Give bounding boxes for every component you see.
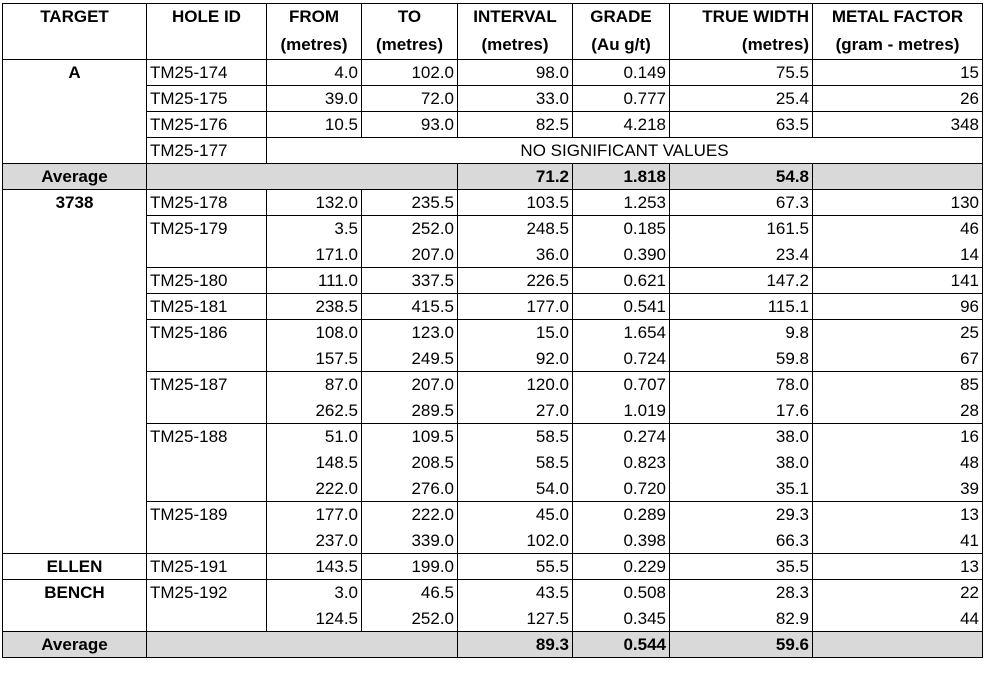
header-true-width-unit: (metres) xyxy=(670,32,813,60)
table-row-no-values xyxy=(3,138,983,164)
interval-cell: 226.5 xyxy=(458,268,573,294)
from-cell: 237.0 xyxy=(267,528,362,554)
metal-factor-cell: 141 xyxy=(813,268,983,294)
target-cell xyxy=(3,528,147,554)
target-cell: A xyxy=(3,60,147,86)
true-width-cell: 35.1 xyxy=(670,476,813,502)
interval-cell: 127.5 xyxy=(458,606,573,632)
to-cell: 199.0 xyxy=(362,554,458,580)
interval-cell: 36.0 xyxy=(458,242,573,268)
table-row xyxy=(3,346,983,372)
true-width-cell: 115.1 xyxy=(670,294,813,320)
grade-cell: 0.390 xyxy=(573,242,670,268)
average-metal-factor xyxy=(813,164,983,190)
grade-cell: 0.274 xyxy=(573,424,670,450)
header-interval-unit: (metres) xyxy=(458,32,573,60)
header-interval: INTERVAL xyxy=(458,4,573,32)
grade-cell: 0.229 xyxy=(573,554,670,580)
true-width-cell: 29.3 xyxy=(670,502,813,528)
average-metal-factor xyxy=(813,632,983,658)
from-cell: 39.0 xyxy=(267,86,362,112)
grade-cell: 0.621 xyxy=(573,268,670,294)
grade-cell: 0.541 xyxy=(573,294,670,320)
metal-factor-cell: 14 xyxy=(813,242,983,268)
hole-id-cell: TM25-191 xyxy=(147,554,267,580)
header-row-titles xyxy=(3,4,983,32)
metal-factor-cell: 13 xyxy=(813,502,983,528)
metal-factor-cell: 130 xyxy=(813,190,983,216)
to-cell: 415.5 xyxy=(362,294,458,320)
target-cell: ELLEN xyxy=(3,554,147,580)
from-cell: 10.5 xyxy=(267,112,362,138)
table-header xyxy=(3,4,983,60)
table-row xyxy=(3,60,983,86)
to-cell: 109.5 xyxy=(362,424,458,450)
metal-factor-cell: 44 xyxy=(813,606,983,632)
from-cell: 132.0 xyxy=(267,190,362,216)
target-cell xyxy=(3,450,147,476)
from-cell: 111.0 xyxy=(267,268,362,294)
table-row xyxy=(3,502,983,528)
true-width-cell: 82.9 xyxy=(670,606,813,632)
target-cell xyxy=(3,216,147,242)
target-cell xyxy=(3,112,147,138)
average-true-width: 54.8 xyxy=(670,164,813,190)
to-cell: 235.5 xyxy=(362,190,458,216)
hole-id-cell xyxy=(147,450,267,476)
grade-cell: 0.185 xyxy=(573,216,670,242)
true-width-cell: 9.8 xyxy=(670,320,813,346)
metal-factor-cell: 85 xyxy=(813,372,983,398)
grade-cell: 1.019 xyxy=(573,398,670,424)
grade-cell: 0.398 xyxy=(573,528,670,554)
target-cell xyxy=(3,346,147,372)
grade-cell: 0.345 xyxy=(573,606,670,632)
average-blank-cell xyxy=(147,164,458,190)
true-width-cell: 35.5 xyxy=(670,554,813,580)
header-to: TO xyxy=(362,4,458,32)
to-cell: 123.0 xyxy=(362,320,458,346)
true-width-cell: 161.5 xyxy=(670,216,813,242)
header-grade-unit: (Au g/t) xyxy=(573,32,670,60)
hole-id-cell: TM25-178 xyxy=(147,190,267,216)
interval-cell: 58.5 xyxy=(458,450,573,476)
metal-factor-cell: 26 xyxy=(813,86,983,112)
hole-id-cell: TM25-187 xyxy=(147,372,267,398)
hole-id-cell xyxy=(147,346,267,372)
interval-cell: 54.0 xyxy=(458,476,573,502)
average-label: Average xyxy=(3,632,147,658)
header-row-units xyxy=(3,32,983,60)
to-cell: 339.0 xyxy=(362,528,458,554)
grade-cell: 0.724 xyxy=(573,346,670,372)
average-interval: 71.2 xyxy=(458,164,573,190)
header-hole-id-unit xyxy=(147,32,267,60)
table-row xyxy=(3,528,983,554)
interval-cell: 45.0 xyxy=(458,502,573,528)
metal-factor-cell: 67 xyxy=(813,346,983,372)
target-cell xyxy=(3,372,147,398)
from-cell: 222.0 xyxy=(267,476,362,502)
true-width-cell: 17.6 xyxy=(670,398,813,424)
true-width-cell: 78.0 xyxy=(670,372,813,398)
target-cell xyxy=(3,294,147,320)
average-interval: 89.3 xyxy=(458,632,573,658)
true-width-cell: 66.3 xyxy=(670,528,813,554)
table-row xyxy=(3,216,983,242)
table-row xyxy=(3,86,983,112)
table-row xyxy=(3,372,983,398)
interval-cell: 33.0 xyxy=(458,86,573,112)
average-blank-cell xyxy=(147,632,458,658)
true-width-cell: 28.3 xyxy=(670,580,813,606)
table-row xyxy=(3,268,983,294)
header-from-unit: (metres) xyxy=(267,32,362,60)
hole-id-cell xyxy=(147,398,267,424)
table-row xyxy=(3,112,983,138)
grade-cell: 0.707 xyxy=(573,372,670,398)
hole-id-cell: TM25-175 xyxy=(147,86,267,112)
target-cell: BENCH xyxy=(3,580,147,606)
hole-id-cell: TM25-189 xyxy=(147,502,267,528)
from-cell: 238.5 xyxy=(267,294,362,320)
from-cell: 3.0 xyxy=(267,580,362,606)
metal-factor-cell: 96 xyxy=(813,294,983,320)
target-cell xyxy=(3,398,147,424)
table-row xyxy=(3,580,983,606)
hole-id-cell: TM25-181 xyxy=(147,294,267,320)
table-row xyxy=(3,190,983,216)
hole-id-cell xyxy=(147,606,267,632)
from-cell: 171.0 xyxy=(267,242,362,268)
metal-factor-cell: 28 xyxy=(813,398,983,424)
from-cell: 177.0 xyxy=(267,502,362,528)
table-row xyxy=(3,242,983,268)
header-target-unit xyxy=(3,32,147,60)
average-grade: 0.544 xyxy=(573,632,670,658)
from-cell: 51.0 xyxy=(267,424,362,450)
metal-factor-cell: 39 xyxy=(813,476,983,502)
grade-cell: 1.253 xyxy=(573,190,670,216)
header-grade: GRADE xyxy=(573,4,670,32)
drill-results-table xyxy=(2,3,983,658)
hole-id-cell: TM25-174 xyxy=(147,60,267,86)
from-cell: 262.5 xyxy=(267,398,362,424)
metal-factor-cell: 41 xyxy=(813,528,983,554)
table-row xyxy=(3,450,983,476)
header-metal-factor-unit: (gram - metres) xyxy=(813,32,983,60)
header-metal-factor: METAL FACTOR xyxy=(813,4,983,32)
table-row xyxy=(3,554,983,580)
target-cell xyxy=(3,424,147,450)
interval-cell: 103.5 xyxy=(458,190,573,216)
from-cell: 3.5 xyxy=(267,216,362,242)
true-width-cell: 67.3 xyxy=(670,190,813,216)
true-width-cell: 147.2 xyxy=(670,268,813,294)
hole-id-cell: TM25-186 xyxy=(147,320,267,346)
hole-id-cell: TM25-176 xyxy=(147,112,267,138)
to-cell: 252.0 xyxy=(362,606,458,632)
metal-factor-cell: 16 xyxy=(813,424,983,450)
average-true-width: 59.6 xyxy=(670,632,813,658)
from-cell: 108.0 xyxy=(267,320,362,346)
to-cell: 72.0 xyxy=(362,86,458,112)
from-cell: 157.5 xyxy=(267,346,362,372)
target-cell: 3738 xyxy=(3,190,147,216)
target-cell xyxy=(3,320,147,346)
metal-factor-cell: 46 xyxy=(813,216,983,242)
to-cell: 46.5 xyxy=(362,580,458,606)
grade-cell: 0.508 xyxy=(573,580,670,606)
interval-cell: 82.5 xyxy=(458,112,573,138)
hole-id-cell xyxy=(147,242,267,268)
grade-cell: 0.289 xyxy=(573,502,670,528)
metal-factor-cell: 48 xyxy=(813,450,983,476)
interval-cell: 92.0 xyxy=(458,346,573,372)
interval-cell: 58.5 xyxy=(458,424,573,450)
header-target: TARGET xyxy=(3,4,147,32)
hole-id-cell: TM25-179 xyxy=(147,216,267,242)
average-label: Average xyxy=(3,164,147,190)
true-width-cell: 23.4 xyxy=(670,242,813,268)
from-cell: 4.0 xyxy=(267,60,362,86)
target-cell xyxy=(3,268,147,294)
metal-factor-cell: 15 xyxy=(813,60,983,86)
header-true-width: TRUE WIDTH xyxy=(670,4,813,32)
metal-factor-cell: 22 xyxy=(813,580,983,606)
target-cell xyxy=(3,86,147,112)
interval-cell: 15.0 xyxy=(458,320,573,346)
table-row xyxy=(3,320,983,346)
table-row xyxy=(3,398,983,424)
hole-id-cell: TM25-192 xyxy=(147,580,267,606)
true-width-cell: 75.5 xyxy=(670,60,813,86)
no-significant-values-note: NO SIGNIFICANT VALUES xyxy=(267,138,983,164)
to-cell: 93.0 xyxy=(362,112,458,138)
hole-id-cell: TM25-177 xyxy=(147,138,267,164)
grade-cell: 0.720 xyxy=(573,476,670,502)
interval-cell: 43.5 xyxy=(458,580,573,606)
to-cell: 252.0 xyxy=(362,216,458,242)
target-cell xyxy=(3,606,147,632)
from-cell: 124.5 xyxy=(267,606,362,632)
grade-cell: 0.149 xyxy=(573,60,670,86)
to-cell: 289.5 xyxy=(362,398,458,424)
interval-cell: 98.0 xyxy=(458,60,573,86)
true-width-cell: 59.8 xyxy=(670,346,813,372)
to-cell: 222.0 xyxy=(362,502,458,528)
header-to-unit: (metres) xyxy=(362,32,458,60)
hole-id-cell: TM25-188 xyxy=(147,424,267,450)
interval-cell: 120.0 xyxy=(458,372,573,398)
target-cell xyxy=(3,242,147,268)
drill-results-table-wrapper xyxy=(2,3,983,658)
interval-cell: 55.5 xyxy=(458,554,573,580)
interval-cell: 27.0 xyxy=(458,398,573,424)
interval-cell: 177.0 xyxy=(458,294,573,320)
table-row xyxy=(3,476,983,502)
grade-cell: 0.777 xyxy=(573,86,670,112)
metal-factor-cell: 13 xyxy=(813,554,983,580)
to-cell: 207.0 xyxy=(362,242,458,268)
average-row xyxy=(3,164,983,190)
section-a-body xyxy=(3,60,983,190)
average-row xyxy=(3,632,983,658)
grade-cell: 4.218 xyxy=(573,112,670,138)
from-cell: 87.0 xyxy=(267,372,362,398)
to-cell: 337.5 xyxy=(362,268,458,294)
from-cell: 143.5 xyxy=(267,554,362,580)
grade-cell: 0.823 xyxy=(573,450,670,476)
hole-id-cell: TM25-180 xyxy=(147,268,267,294)
to-cell: 276.0 xyxy=(362,476,458,502)
grade-cell: 1.654 xyxy=(573,320,670,346)
table-row xyxy=(3,424,983,450)
from-cell: 148.5 xyxy=(267,450,362,476)
interval-cell: 102.0 xyxy=(458,528,573,554)
to-cell: 249.5 xyxy=(362,346,458,372)
to-cell: 207.0 xyxy=(362,372,458,398)
table-row xyxy=(3,606,983,632)
interval-cell: 248.5 xyxy=(458,216,573,242)
to-cell: 208.5 xyxy=(362,450,458,476)
target-cell xyxy=(3,476,147,502)
true-width-cell: 38.0 xyxy=(670,450,813,476)
true-width-cell: 38.0 xyxy=(670,424,813,450)
hole-id-cell xyxy=(147,476,267,502)
section-b-body xyxy=(3,190,983,658)
target-cell xyxy=(3,138,147,164)
average-grade: 1.818 xyxy=(573,164,670,190)
true-width-cell: 25.4 xyxy=(670,86,813,112)
target-cell xyxy=(3,502,147,528)
header-from: FROM xyxy=(267,4,362,32)
table-row xyxy=(3,294,983,320)
metal-factor-cell: 348 xyxy=(813,112,983,138)
true-width-cell: 63.5 xyxy=(670,112,813,138)
metal-factor-cell: 25 xyxy=(813,320,983,346)
to-cell: 102.0 xyxy=(362,60,458,86)
hole-id-cell xyxy=(147,528,267,554)
header-hole-id: HOLE ID xyxy=(147,4,267,32)
